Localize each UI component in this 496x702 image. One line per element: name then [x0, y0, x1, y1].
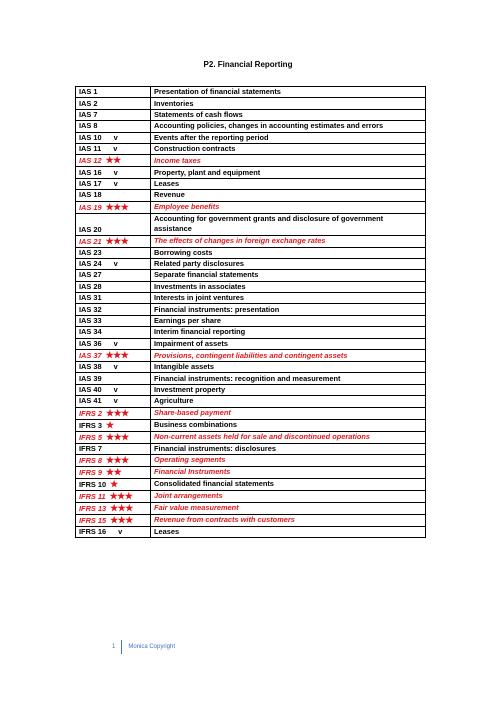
- standard-code-cell: [76, 178, 151, 189]
- standard-code-cell: [76, 466, 151, 478]
- standard-code: IAS 21: [79, 236, 102, 246]
- table-row: [76, 190, 426, 201]
- standard-name: Financial instruments: disclosures: [151, 443, 426, 454]
- standard-code: IAS 10: [79, 132, 102, 142]
- table-row: [76, 396, 426, 407]
- standard-code: IAS 37: [79, 351, 102, 361]
- standard-code-cell: [76, 373, 151, 384]
- table-row: [76, 373, 426, 384]
- table-row: [76, 490, 426, 502]
- standard-name: Provisions, contingent liabilities and contingent assets: [151, 350, 426, 362]
- standard-name: Statements of cash flows: [151, 109, 426, 120]
- standard-name: Investment property: [151, 384, 426, 395]
- standard-code: IFRS 13: [79, 503, 107, 513]
- standard-name: Inventories: [151, 98, 426, 109]
- standard-code-cell: [76, 281, 151, 292]
- standard-code: IFRS 16: [79, 527, 107, 537]
- standard-name: Agriculture: [151, 396, 426, 407]
- table-row: [76, 178, 426, 189]
- standards-table: [75, 86, 426, 538]
- page-number: 1: [112, 644, 116, 650]
- standard-name: Earnings per share: [151, 315, 426, 326]
- table-row: [76, 293, 426, 304]
- standard-code-cell: [76, 315, 151, 326]
- standard-code-cell: [76, 384, 151, 395]
- standard-name: Borrowing costs: [151, 247, 426, 258]
- check-mark-icon: v: [113, 362, 118, 372]
- table-row: [76, 143, 426, 154]
- standard-code: IAS 36: [79, 338, 102, 348]
- standard-name: Employee benefits: [151, 201, 426, 213]
- table-row: [76, 362, 426, 373]
- standard-code: IAS 7: [79, 109, 98, 119]
- star-rating-icon: ★★★: [106, 431, 129, 442]
- standard-code: IAS 16: [79, 167, 102, 177]
- standard-code-cell: [76, 526, 151, 537]
- standard-code: IFRS 9: [79, 467, 102, 477]
- check-mark-icon: v: [118, 527, 123, 537]
- standard-code-cell: [76, 270, 151, 281]
- standard-name: Joint arrangements: [151, 490, 426, 502]
- standard-name: Investments in associates: [151, 281, 426, 292]
- table-row: [76, 419, 426, 431]
- check-mark-icon: v: [113, 259, 118, 269]
- standard-code-cell: [76, 304, 151, 315]
- standard-code-cell: [76, 190, 151, 201]
- standard-code: IAS 40: [79, 385, 102, 394]
- standard-code-cell: [76, 167, 151, 178]
- check-mark-icon: v: [113, 396, 118, 406]
- table-row: [76, 121, 426, 132]
- star-rating-icon: ★★★: [109, 490, 133, 501]
- standard-name: Income taxes: [151, 155, 426, 167]
- standard-code-cell: [76, 121, 151, 132]
- standard-code: IAS 28: [79, 281, 102, 291]
- table-row: [76, 478, 426, 490]
- standard-name: Accounting policies, changes in accounting estimates and errors: [151, 121, 426, 132]
- standard-code: IAS 19: [79, 202, 102, 212]
- standard-name: Property, plant and equipment: [151, 167, 426, 178]
- check-mark-icon: v: [113, 144, 118, 154]
- standard-code: IAS 24: [79, 259, 102, 269]
- footer-divider: [121, 640, 122, 654]
- standard-name: Share-based payment: [151, 407, 426, 419]
- standard-name: Intangible assets: [151, 362, 426, 373]
- standard-code-cell: [76, 143, 151, 154]
- table-row: [76, 109, 426, 120]
- standard-code: IFRS 7: [79, 443, 102, 453]
- standard-name: Impairment of assets: [151, 338, 426, 349]
- standard-code-cell: [76, 109, 151, 120]
- standard-code: IAS 2: [79, 98, 98, 108]
- table-row: [76, 98, 426, 109]
- table-row: [76, 350, 426, 362]
- table-row: [76, 235, 426, 247]
- standard-name: Operating segments: [151, 454, 426, 466]
- page-title: P2. Financial Reporting: [203, 60, 293, 69]
- standard-code: IAS 31: [79, 293, 102, 303]
- standard-name: Financial Instruments: [151, 466, 426, 478]
- table-row: [76, 281, 426, 292]
- standard-code-cell: [76, 87, 151, 98]
- check-mark-icon: v: [113, 178, 118, 188]
- standard-code: IAS 38: [79, 362, 102, 372]
- standard-code: IFRS 2: [79, 408, 102, 418]
- standard-code: IFRS 11: [79, 491, 106, 501]
- standard-name: Consolidated financial statements: [151, 478, 426, 490]
- page-footer: [112, 640, 175, 654]
- check-mark-icon: v: [113, 385, 118, 394]
- star-rating-icon: ★: [106, 419, 114, 430]
- star-rating-icon: ★★★: [110, 514, 133, 525]
- table-row: [76, 167, 426, 178]
- standard-code-cell: [76, 407, 151, 419]
- table-row: [76, 443, 426, 454]
- standard-code: IAS 17: [79, 178, 102, 188]
- standard-code: IAS 32: [79, 304, 102, 314]
- standard-name: Leases: [151, 526, 426, 537]
- standard-code: IAS 39: [79, 373, 102, 383]
- standard-code-cell: [76, 396, 151, 407]
- standard-code-cell: [76, 155, 151, 167]
- standard-name: Events after the reporting period: [151, 132, 426, 143]
- standard-code-cell: [76, 247, 151, 258]
- table-row: [76, 304, 426, 315]
- standard-code: IAS 33: [79, 316, 102, 326]
- standard-code-cell: [76, 327, 151, 338]
- star-rating-icon: ★★★: [105, 350, 129, 361]
- standard-code-cell: [76, 490, 151, 502]
- standard-code-cell: [76, 201, 151, 213]
- standard-code: IAS 8: [79, 121, 98, 131]
- standard-code-cell: [76, 454, 151, 466]
- standard-name: Non-current assets held for sale and discontinued operations: [151, 431, 426, 443]
- table-row: [76, 431, 426, 443]
- table-row: [76, 201, 426, 213]
- check-mark-icon: v: [113, 338, 118, 348]
- standard-name: Fair value measurement: [151, 502, 426, 514]
- standard-name: Related party disclosures: [151, 258, 426, 269]
- standard-name: Financial instruments: presentation: [151, 304, 426, 315]
- table-row: [76, 213, 426, 235]
- star-rating-icon: ★★★: [110, 502, 133, 513]
- table-row: [76, 338, 426, 349]
- star-rating-icon: ★★★: [105, 201, 129, 212]
- standard-code: IFRS 10: [79, 479, 107, 489]
- standard-name: Construction contracts: [151, 143, 426, 154]
- table-row: [76, 454, 426, 466]
- standard-code: IAS 1: [79, 87, 98, 97]
- table-row: [76, 155, 426, 167]
- standard-code: IFRS 5: [79, 432, 102, 442]
- standard-code-cell: [76, 235, 151, 247]
- standard-code-cell: [76, 443, 151, 454]
- standard-name: Presentation of financial statements: [151, 87, 426, 98]
- standard-code: IAS 20: [79, 224, 102, 234]
- standard-code-cell: [76, 362, 151, 373]
- standard-name: Interests in joint ventures: [151, 293, 426, 304]
- star-rating-icon: ★★★: [106, 454, 129, 465]
- star-rating-icon: ★★★: [105, 235, 129, 246]
- standard-name: Revenue from contracts with customers: [151, 514, 426, 526]
- standard-code: IFRS 3: [79, 420, 102, 430]
- table-row: [76, 247, 426, 258]
- standard-code-cell: [76, 478, 151, 490]
- star-rating-icon: ★★: [106, 466, 122, 477]
- check-mark-icon: v: [113, 132, 118, 142]
- standard-code: IAS 18: [79, 190, 102, 200]
- star-rating-icon: ★: [110, 478, 118, 489]
- standard-code: IAS 23: [79, 247, 102, 257]
- standard-code: IAS 11: [79, 144, 102, 154]
- standard-code-cell: [76, 338, 151, 349]
- standard-name: Separate financial statements: [151, 270, 426, 281]
- standard-name: Business combinations: [151, 419, 426, 431]
- standard-name: Financial instruments: recognition and measurement: [151, 373, 426, 384]
- table-row: [76, 87, 426, 98]
- standard-code: IFRS 8: [79, 455, 102, 465]
- standard-code-cell: [76, 258, 151, 269]
- standard-code-cell: [76, 213, 151, 235]
- table-row: [76, 270, 426, 281]
- table-row: [76, 315, 426, 326]
- table-row: [76, 514, 426, 526]
- footer-text: Monica Copyright: [128, 644, 176, 650]
- table-row: [76, 407, 426, 419]
- standard-name: Interim financial reporting: [151, 327, 426, 338]
- standard-name: Revenue: [151, 190, 426, 201]
- standard-code-cell: [76, 431, 151, 443]
- standard-code-cell: [76, 132, 151, 143]
- table-row: [76, 526, 426, 537]
- standard-code: IFRS 15: [79, 515, 107, 525]
- star-rating-icon: ★★: [105, 155, 121, 166]
- standard-code-cell: [76, 502, 151, 514]
- standard-code-cell: [76, 350, 151, 362]
- star-rating-icon: ★★★: [106, 407, 129, 418]
- standard-code: IAS 34: [79, 327, 102, 337]
- standard-code-cell: [76, 98, 151, 109]
- table-row: [76, 466, 426, 478]
- table-row: [76, 502, 426, 514]
- standard-name: The effects of changes in foreign exchange rates: [151, 235, 426, 247]
- table-row: [76, 258, 426, 269]
- table-row: [76, 384, 426, 395]
- standard-code-cell: [76, 293, 151, 304]
- standard-name: Leases: [151, 178, 426, 189]
- standard-name: Accounting for government grants and disclosure of government assistance: [151, 213, 426, 235]
- standard-code: IAS 12: [79, 156, 102, 166]
- standard-code-cell: [76, 419, 151, 431]
- check-mark-icon: v: [113, 167, 118, 177]
- table-row: [76, 327, 426, 338]
- standard-code-cell: [76, 514, 151, 526]
- standard-code: IAS 41: [79, 396, 102, 406]
- table-row: [76, 132, 426, 143]
- standard-code: IAS 27: [79, 270, 102, 280]
